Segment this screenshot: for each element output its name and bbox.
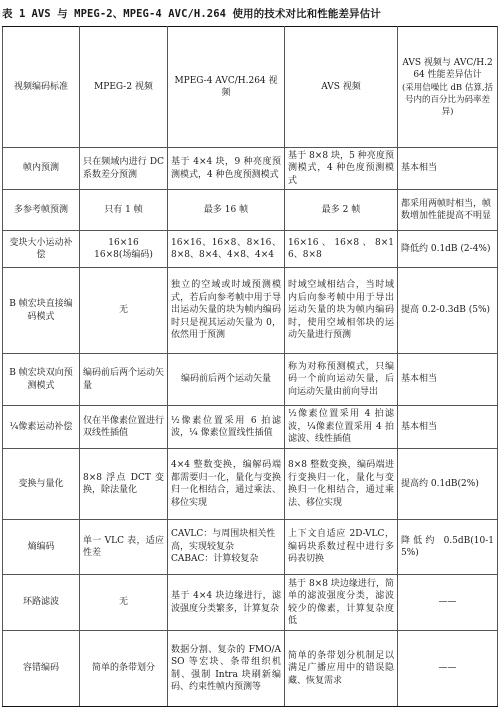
row-h264: 独立的空域或时域预测模式，若后向参考帧中用于导出运动矢量的块为帧内编码时只是视其运动矢量为 0，依然用于预测 [168, 268, 285, 354]
header-diff [398, 27, 498, 148]
table-row [3, 354, 498, 406]
row-avs: 16×16、16×8、8×16、8×8 [285, 231, 398, 268]
row-mpeg2: 8×8 浮点 DCT 变换，除法量化 [80, 449, 168, 520]
row-diff: 基本相当 [398, 406, 498, 449]
row-diff: 基本相当 [398, 354, 498, 406]
row-diff: 降低约 0.1dB (2-4%) [398, 231, 498, 268]
table-row [3, 406, 498, 449]
header-mpeg2: MPEG-2 视频 [80, 27, 168, 148]
table-row [3, 231, 498, 268]
row-avs: 简单的条带划分机制足以满足广播应用中的错误隐藏、恢复需求 [285, 631, 398, 707]
row-h264: 4×4 整数变换，编解码端都需要归一化，量化与变换归一化相结合，通过乘法、移位实现 [168, 449, 285, 520]
row-diff: 都采用两帧时相当，帧数增加性能提高不明显 [398, 190, 498, 231]
table-caption-text: AVS 与 MPEG-2、MPEG-4 AVC/H.264 使用的技术对比和性能差异估计 [31, 8, 381, 20]
row-avs: ½像素位置采用 4 拍滤波，¼像素位置采用 4 拍滤波、线性插值 [285, 406, 398, 449]
row-avs: 8×8 整数变换，编码端进行变换归一化，量化与变换归一化相结合，通过乘法、移位实现 [285, 449, 398, 520]
table-row [3, 520, 498, 575]
comparison-table [2, 26, 498, 707]
table-row [3, 575, 498, 631]
row-mpeg2: 16×16 16×8(场编码) [80, 231, 168, 268]
table-caption-label: 表 1 [2, 8, 26, 20]
row-avs: 时域空域相结合，当时域内后向参考帧中用于导出运动矢量的块为帧内编码时，使用空域相邻块的运动矢量进行预测 [285, 268, 398, 354]
row-h264: 编码前后两个运动矢量 [168, 354, 285, 406]
header-h264: MPEG-4 AVC/H.264 视频 [168, 27, 285, 148]
table-row [3, 268, 498, 354]
row-h264: 基于 4×4 块边缘进行，滤波强度分类繁多，计算复杂 [168, 575, 285, 631]
table-row [3, 148, 498, 190]
row-feature: 多参考帧预测 [3, 190, 80, 231]
row-diff: 提高约 0.1dB(2%) [398, 449, 498, 520]
row-mpeg2: 只有 1 帧 [80, 190, 168, 231]
row-feature: ¼像素运动补偿 [3, 406, 80, 449]
header-avs: AVS 视频 [285, 27, 398, 148]
row-mpeg2: 无 [80, 575, 168, 631]
row-mpeg2: 简单的条带划分 [80, 631, 168, 707]
row-diff: 降低约 0.5dB(10-15%) [398, 520, 498, 575]
row-h264: CAVLC：与周围块相关性高，实现较复杂 CABAC：计算较复杂 [168, 520, 285, 575]
table-row [3, 449, 498, 520]
row-mpeg2: 无 [80, 268, 168, 354]
row-mpeg2: 单一 VLC 表，适应性差 [80, 520, 168, 575]
row-avs: 基于 8×8 块，5 种亮度预测模式，4 种色度预测模式 [285, 148, 398, 190]
row-avs: 最多 2 帧 [285, 190, 398, 231]
header-diff-title: AVS 视频与 AVC/H.264 性能差异估计 [402, 57, 493, 80]
header-diff-note: (采用信噪比 dB 估算,括号内的百分比为码率差异) [401, 82, 494, 117]
row-feature: 环路滤波 [3, 575, 80, 631]
row-h264: 数据分割、复杂的 FMO/ASO 等宏块、条带组织机制、强制 Intra 块刷新编码、约束性帧内预测等 [168, 631, 285, 707]
header-standard: 视频编码标准 [3, 27, 80, 148]
row-feature: 容错编码 [3, 631, 80, 707]
row-feature: B 帧宏块直接编码模式 [3, 268, 80, 354]
row-diff: —— [398, 575, 498, 631]
row-diff: 基本相当 [398, 148, 498, 190]
row-mpeg2: 编码前后两个运动矢量 [80, 354, 168, 406]
row-h264: 16×16、16×8、8×16、8×8、8×4、4×8、4×4 [168, 231, 285, 268]
row-feature: 变换与量化 [3, 449, 80, 520]
table-header-row [3, 27, 498, 148]
row-feature: 帧内预测 [3, 148, 80, 190]
row-avs: 称为对称预测模式，只编码一个前向运动矢量，后向运动矢量由前向导出 [285, 354, 398, 406]
table-row [3, 631, 498, 707]
row-feature: 熵编码 [3, 520, 80, 575]
table-caption [2, 6, 498, 21]
row-feature: 变块大小运动补偿 [3, 231, 80, 268]
row-feature: B 帧宏块双向预测模式 [3, 354, 80, 406]
row-avs: 基于 8×8 块边缘进行，简单的滤波强度分类，滤波较少的像素，计算复杂度低 [285, 575, 398, 631]
row-avs: 上下文自适应 2D-VLC，编码块系数过程中进行多码表切换 [285, 520, 398, 575]
table-row [3, 190, 498, 231]
row-mpeg2: 只在频域内进行 DC 系数差分预测 [80, 148, 168, 190]
row-h264: 最多 16 帧 [168, 190, 285, 231]
row-h264: ½像素位置采用 6 拍滤波，¼ 像素位置线性插值 [168, 406, 285, 449]
row-mpeg2: 仅在半像素位置进行双线性插值 [80, 406, 168, 449]
row-h264: 基于 4×4 块，9 种亮度预测模式，4 种色度预测模式 [168, 148, 285, 190]
row-diff: 提高 0.2-0.3dB (5%) [398, 268, 498, 354]
row-diff: —— [398, 631, 498, 707]
